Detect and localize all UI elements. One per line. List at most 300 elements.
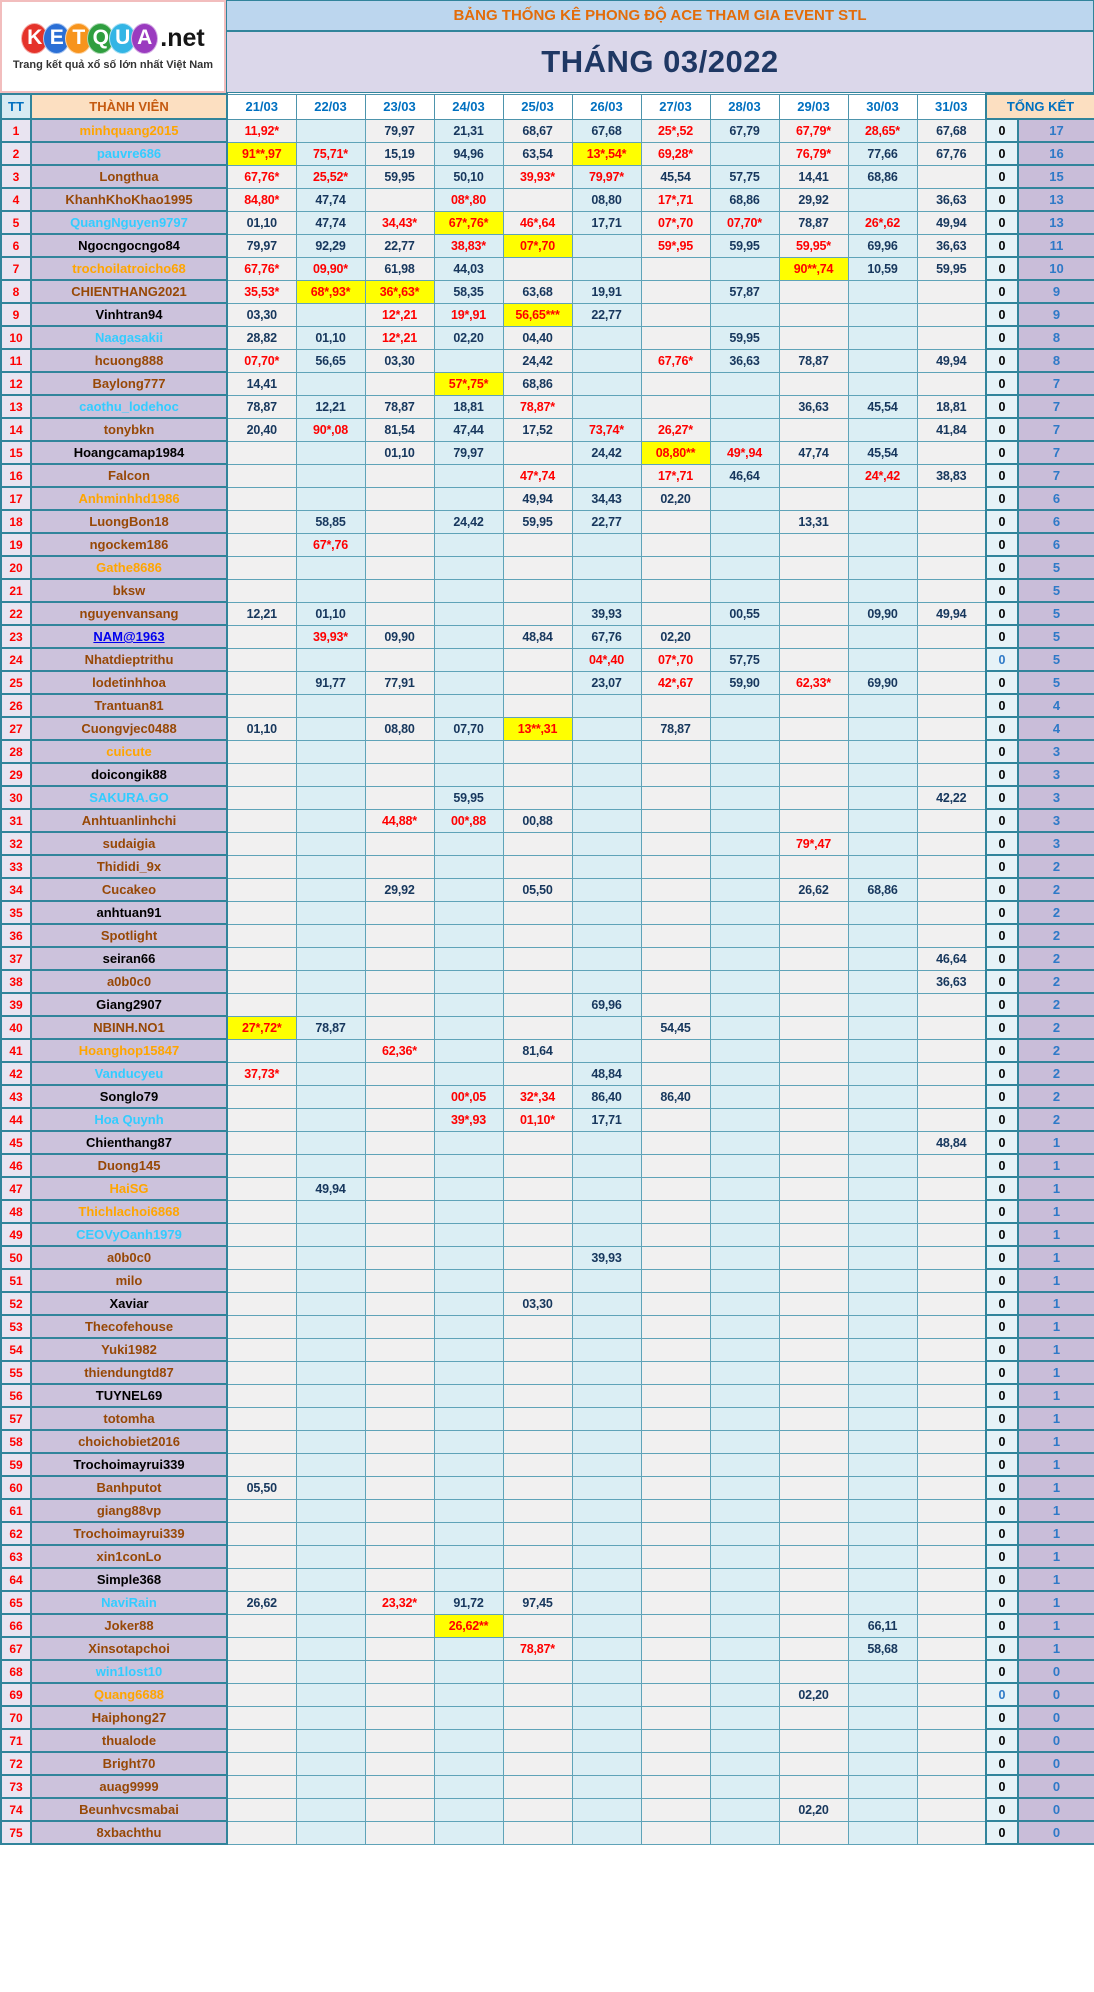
empty-cell bbox=[434, 1016, 503, 1039]
empty-cell bbox=[296, 1430, 365, 1453]
score-cell: 68,67 bbox=[503, 119, 572, 142]
score-cell: 81,64 bbox=[503, 1039, 572, 1062]
member-name: Duong145 bbox=[31, 1154, 227, 1177]
empty-cell bbox=[710, 1223, 779, 1246]
score-cell: 03,30 bbox=[227, 303, 296, 326]
empty-cell bbox=[710, 625, 779, 648]
empty-cell bbox=[365, 947, 434, 970]
total-zero-cell: 0 bbox=[986, 579, 1018, 602]
empty-cell bbox=[641, 947, 710, 970]
row-rank: 36 bbox=[1, 924, 31, 947]
empty-cell bbox=[848, 832, 917, 855]
total-zero-cell: 0 bbox=[986, 487, 1018, 510]
empty-cell bbox=[227, 1499, 296, 1522]
total-points-cell: 2 bbox=[1018, 855, 1094, 878]
empty-cell bbox=[365, 1177, 434, 1200]
empty-cell bbox=[917, 165, 986, 188]
empty-cell bbox=[296, 878, 365, 901]
empty-cell bbox=[434, 625, 503, 648]
total-points-cell: 13 bbox=[1018, 211, 1094, 234]
empty-cell bbox=[296, 1706, 365, 1729]
empty-cell bbox=[917, 1499, 986, 1522]
empty-cell bbox=[641, 1154, 710, 1177]
empty-cell bbox=[641, 395, 710, 418]
empty-cell bbox=[848, 556, 917, 579]
member-name: Yuki1982 bbox=[31, 1338, 227, 1361]
empty-cell bbox=[503, 1798, 572, 1821]
empty-cell bbox=[227, 556, 296, 579]
score-cell: 27*,72* bbox=[227, 1016, 296, 1039]
empty-cell bbox=[641, 901, 710, 924]
table-row bbox=[1, 1798, 1094, 1821]
total-points-cell: 7 bbox=[1018, 441, 1094, 464]
total-zero-cell: 0 bbox=[986, 1315, 1018, 1338]
score-cell: 69,96 bbox=[572, 993, 641, 1016]
empty-cell bbox=[917, 1223, 986, 1246]
empty-cell bbox=[641, 1269, 710, 1292]
empty-cell bbox=[710, 418, 779, 441]
empty-cell bbox=[365, 855, 434, 878]
row-rank: 33 bbox=[1, 855, 31, 878]
empty-cell bbox=[641, 1706, 710, 1729]
score-cell: 39,93* bbox=[503, 165, 572, 188]
empty-cell bbox=[917, 533, 986, 556]
score-cell: 00*,88 bbox=[434, 809, 503, 832]
score-cell: 59,95 bbox=[434, 786, 503, 809]
empty-cell bbox=[572, 234, 641, 257]
empty-cell bbox=[779, 1614, 848, 1637]
empty-cell bbox=[710, 1706, 779, 1729]
row-rank: 61 bbox=[1, 1499, 31, 1522]
member-name: Songlo79 bbox=[31, 1085, 227, 1108]
score-cell: 17*,71 bbox=[641, 188, 710, 211]
total-zero-cell: 0 bbox=[986, 970, 1018, 993]
table-row bbox=[1, 1522, 1094, 1545]
empty-cell bbox=[365, 1108, 434, 1131]
empty-cell bbox=[710, 1775, 779, 1798]
member-name: ngockem186 bbox=[31, 533, 227, 556]
empty-cell bbox=[641, 1039, 710, 1062]
member-name: lodetinhhoa bbox=[31, 671, 227, 694]
empty-cell bbox=[296, 579, 365, 602]
empty-cell bbox=[296, 1522, 365, 1545]
member-name: anhtuan91 bbox=[31, 901, 227, 924]
score-cell: 00*,05 bbox=[434, 1085, 503, 1108]
empty-cell bbox=[848, 786, 917, 809]
empty-cell bbox=[641, 1752, 710, 1775]
table-row bbox=[1, 1614, 1094, 1637]
row-rank: 65 bbox=[1, 1591, 31, 1614]
score-cell: 48,84 bbox=[503, 625, 572, 648]
empty-cell bbox=[365, 464, 434, 487]
score-cell: 57,75 bbox=[710, 165, 779, 188]
empty-cell bbox=[296, 464, 365, 487]
member-name: Longthua bbox=[31, 165, 227, 188]
empty-cell bbox=[434, 1269, 503, 1292]
score-cell: 36*,63* bbox=[365, 280, 434, 303]
total-points-cell: 1 bbox=[1018, 1614, 1094, 1637]
score-cell: 02,20 bbox=[779, 1683, 848, 1706]
title-block bbox=[226, 0, 1094, 93]
empty-cell bbox=[710, 1591, 779, 1614]
empty-cell bbox=[917, 694, 986, 717]
empty-cell bbox=[365, 1568, 434, 1591]
total-zero-cell: 0 bbox=[986, 809, 1018, 832]
empty-cell bbox=[710, 1407, 779, 1430]
member-name: NBINH.NO1 bbox=[31, 1016, 227, 1039]
total-zero-cell: 0 bbox=[986, 395, 1018, 418]
empty-cell bbox=[779, 1039, 848, 1062]
empty-cell bbox=[434, 1545, 503, 1568]
member-name: choichobiet2016 bbox=[31, 1430, 227, 1453]
total-zero-cell: 0 bbox=[986, 1062, 1018, 1085]
empty-cell bbox=[365, 1292, 434, 1315]
column-header-date: 23/03 bbox=[365, 94, 434, 119]
empty-cell bbox=[641, 855, 710, 878]
total-points-cell: 7 bbox=[1018, 372, 1094, 395]
total-zero-cell: 0 bbox=[986, 694, 1018, 717]
total-zero-cell: 0 bbox=[986, 418, 1018, 441]
empty-cell bbox=[227, 1292, 296, 1315]
empty-cell bbox=[503, 257, 572, 280]
empty-cell bbox=[365, 188, 434, 211]
empty-cell bbox=[434, 763, 503, 786]
empty-cell bbox=[572, 740, 641, 763]
member-name: win1lost10 bbox=[31, 1660, 227, 1683]
table-row bbox=[1, 1453, 1094, 1476]
empty-cell bbox=[779, 1200, 848, 1223]
total-points-cell: 5 bbox=[1018, 602, 1094, 625]
empty-cell bbox=[917, 1177, 986, 1200]
empty-cell bbox=[572, 1522, 641, 1545]
total-points-cell: 1 bbox=[1018, 1476, 1094, 1499]
empty-cell bbox=[503, 1660, 572, 1683]
total-zero-cell: 0 bbox=[986, 1453, 1018, 1476]
score-cell: 12*,21 bbox=[365, 326, 434, 349]
empty-cell bbox=[848, 763, 917, 786]
total-points-cell: 2 bbox=[1018, 993, 1094, 1016]
empty-cell bbox=[848, 1706, 917, 1729]
empty-cell bbox=[572, 855, 641, 878]
score-cell: 81,54 bbox=[365, 418, 434, 441]
site-logo[interactable] bbox=[0, 0, 226, 93]
empty-cell bbox=[365, 533, 434, 556]
table-row bbox=[1, 234, 1094, 257]
empty-cell bbox=[848, 1683, 917, 1706]
empty-cell bbox=[641, 579, 710, 602]
empty-cell bbox=[434, 1522, 503, 1545]
empty-cell bbox=[296, 1223, 365, 1246]
score-cell: 17,52 bbox=[503, 418, 572, 441]
score-cell: 59,95 bbox=[710, 326, 779, 349]
empty-cell bbox=[503, 924, 572, 947]
empty-cell bbox=[710, 1821, 779, 1844]
empty-cell bbox=[296, 993, 365, 1016]
score-cell: 24*,42 bbox=[848, 464, 917, 487]
empty-cell bbox=[710, 487, 779, 510]
empty-cell bbox=[365, 1545, 434, 1568]
empty-cell bbox=[779, 464, 848, 487]
score-cell: 23,07 bbox=[572, 671, 641, 694]
empty-cell bbox=[641, 878, 710, 901]
empty-cell bbox=[572, 1039, 641, 1062]
row-rank: 58 bbox=[1, 1430, 31, 1453]
empty-cell bbox=[227, 1361, 296, 1384]
score-cell: 78,87 bbox=[641, 717, 710, 740]
row-rank: 38 bbox=[1, 970, 31, 993]
empty-cell bbox=[641, 809, 710, 832]
empty-cell bbox=[434, 1338, 503, 1361]
row-rank: 22 bbox=[1, 602, 31, 625]
table-row bbox=[1, 1108, 1094, 1131]
member-name: Quang6688 bbox=[31, 1683, 227, 1706]
empty-cell bbox=[365, 648, 434, 671]
total-points-cell: 0 bbox=[1018, 1821, 1094, 1844]
table-row bbox=[1, 1729, 1094, 1752]
empty-cell bbox=[296, 1246, 365, 1269]
empty-cell bbox=[779, 924, 848, 947]
score-cell: 22,77 bbox=[572, 510, 641, 533]
empty-cell bbox=[710, 832, 779, 855]
member-name: LuongBon18 bbox=[31, 510, 227, 533]
total-points-cell: 3 bbox=[1018, 786, 1094, 809]
total-zero-cell: 0 bbox=[986, 1591, 1018, 1614]
empty-cell bbox=[434, 1798, 503, 1821]
table-row bbox=[1, 1384, 1094, 1407]
empty-cell bbox=[779, 1476, 848, 1499]
empty-cell bbox=[848, 1200, 917, 1223]
row-rank: 42 bbox=[1, 1062, 31, 1085]
empty-cell bbox=[641, 1683, 710, 1706]
row-rank: 14 bbox=[1, 418, 31, 441]
score-cell: 08,80 bbox=[365, 717, 434, 740]
row-rank: 37 bbox=[1, 947, 31, 970]
empty-cell bbox=[365, 694, 434, 717]
row-rank: 8 bbox=[1, 280, 31, 303]
empty-cell bbox=[503, 1131, 572, 1154]
table-row bbox=[1, 487, 1094, 510]
table-row bbox=[1, 1361, 1094, 1384]
empty-cell bbox=[572, 556, 641, 579]
row-rank: 23 bbox=[1, 625, 31, 648]
score-cell: 42*,67 bbox=[641, 671, 710, 694]
empty-cell bbox=[710, 924, 779, 947]
score-cell: 03,30 bbox=[365, 349, 434, 372]
total-zero-cell: 0 bbox=[986, 1223, 1018, 1246]
empty-cell bbox=[365, 786, 434, 809]
table-row bbox=[1, 855, 1094, 878]
score-cell: 78,87 bbox=[296, 1016, 365, 1039]
empty-cell bbox=[779, 326, 848, 349]
score-cell: 86,40 bbox=[572, 1085, 641, 1108]
score-cell: 13,31 bbox=[779, 510, 848, 533]
total-zero-cell: 0 bbox=[986, 234, 1018, 257]
empty-cell bbox=[848, 1499, 917, 1522]
score-cell: 17,71 bbox=[572, 1108, 641, 1131]
score-cell: 48,84 bbox=[572, 1062, 641, 1085]
empty-cell bbox=[296, 763, 365, 786]
empty-cell bbox=[641, 257, 710, 280]
score-cell: 20,40 bbox=[227, 418, 296, 441]
empty-cell bbox=[296, 1798, 365, 1821]
table-row bbox=[1, 717, 1094, 740]
empty-cell bbox=[365, 1775, 434, 1798]
empty-cell bbox=[365, 763, 434, 786]
score-cell: 34,43* bbox=[365, 211, 434, 234]
empty-cell bbox=[848, 625, 917, 648]
empty-cell bbox=[365, 1476, 434, 1499]
empty-cell bbox=[227, 786, 296, 809]
empty-cell bbox=[227, 625, 296, 648]
total-points-cell: 2 bbox=[1018, 1062, 1094, 1085]
member-name: xin1conLo bbox=[31, 1545, 227, 1568]
empty-cell bbox=[641, 1637, 710, 1660]
member-name[interactable]: NAM@1963 bbox=[31, 625, 227, 648]
member-name: Vinhtran94 bbox=[31, 303, 227, 326]
empty-cell bbox=[848, 1223, 917, 1246]
empty-cell bbox=[227, 1430, 296, 1453]
empty-cell bbox=[296, 1752, 365, 1775]
total-zero-cell: 0 bbox=[986, 1039, 1018, 1062]
empty-cell bbox=[365, 1016, 434, 1039]
empty-cell bbox=[848, 1039, 917, 1062]
empty-cell bbox=[296, 1062, 365, 1085]
member-name: Trantuan81 bbox=[31, 694, 227, 717]
empty-cell bbox=[227, 464, 296, 487]
score-cell: 00,88 bbox=[503, 809, 572, 832]
empty-cell bbox=[779, 1223, 848, 1246]
score-cell: 02,20 bbox=[641, 625, 710, 648]
row-rank: 39 bbox=[1, 993, 31, 1016]
empty-cell bbox=[227, 1614, 296, 1637]
empty-cell bbox=[365, 1085, 434, 1108]
empty-cell bbox=[848, 1729, 917, 1752]
row-rank: 47 bbox=[1, 1177, 31, 1200]
empty-cell bbox=[917, 1108, 986, 1131]
empty-cell bbox=[503, 1430, 572, 1453]
empty-cell bbox=[779, 1407, 848, 1430]
empty-cell bbox=[848, 372, 917, 395]
score-cell: 07*,70 bbox=[503, 234, 572, 257]
row-rank: 19 bbox=[1, 533, 31, 556]
total-points-cell: 1 bbox=[1018, 1591, 1094, 1614]
empty-cell bbox=[296, 1637, 365, 1660]
score-cell: 12,21 bbox=[227, 602, 296, 625]
empty-cell bbox=[710, 809, 779, 832]
empty-cell bbox=[296, 1384, 365, 1407]
score-cell: 07,70* bbox=[710, 211, 779, 234]
total-points-cell: 0 bbox=[1018, 1706, 1094, 1729]
empty-cell bbox=[503, 556, 572, 579]
total-points-cell: 1 bbox=[1018, 1200, 1094, 1223]
member-name: Haiphong27 bbox=[31, 1706, 227, 1729]
empty-cell bbox=[779, 1752, 848, 1775]
empty-cell bbox=[503, 1499, 572, 1522]
table-row bbox=[1, 671, 1094, 694]
empty-cell bbox=[365, 1752, 434, 1775]
total-zero-cell: 0 bbox=[986, 303, 1018, 326]
empty-cell bbox=[848, 1062, 917, 1085]
table-row bbox=[1, 625, 1094, 648]
total-zero-cell: 0 bbox=[986, 671, 1018, 694]
empty-cell bbox=[434, 556, 503, 579]
empty-cell bbox=[572, 1361, 641, 1384]
empty-cell bbox=[641, 1729, 710, 1752]
empty-cell bbox=[503, 602, 572, 625]
empty-cell bbox=[572, 1315, 641, 1338]
total-zero-cell: 0 bbox=[986, 188, 1018, 211]
empty-cell bbox=[848, 740, 917, 763]
total-points-cell: 7 bbox=[1018, 464, 1094, 487]
row-rank: 43 bbox=[1, 1085, 31, 1108]
total-points-cell: 8 bbox=[1018, 326, 1094, 349]
empty-cell bbox=[227, 1154, 296, 1177]
score-cell: 45,54 bbox=[848, 441, 917, 464]
table-row bbox=[1, 1821, 1094, 1844]
score-cell: 57*,75* bbox=[434, 372, 503, 395]
empty-cell bbox=[434, 993, 503, 1016]
row-rank: 4 bbox=[1, 188, 31, 211]
ketqua-logo-icon bbox=[21, 23, 204, 54]
empty-cell bbox=[365, 1269, 434, 1292]
empty-cell bbox=[365, 556, 434, 579]
empty-cell bbox=[227, 1039, 296, 1062]
empty-cell bbox=[641, 1614, 710, 1637]
empty-cell bbox=[365, 487, 434, 510]
score-cell: 34,43 bbox=[572, 487, 641, 510]
empty-cell bbox=[572, 970, 641, 993]
empty-cell bbox=[917, 1545, 986, 1568]
empty-cell bbox=[227, 671, 296, 694]
empty-cell bbox=[503, 1200, 572, 1223]
empty-cell bbox=[710, 786, 779, 809]
empty-cell bbox=[779, 763, 848, 786]
table-row bbox=[1, 1637, 1094, 1660]
empty-cell bbox=[227, 1706, 296, 1729]
empty-cell bbox=[434, 1292, 503, 1315]
empty-cell bbox=[641, 303, 710, 326]
total-points-cell: 16 bbox=[1018, 142, 1094, 165]
table-row bbox=[1, 1752, 1094, 1775]
empty-cell bbox=[917, 1614, 986, 1637]
empty-cell bbox=[365, 993, 434, 1016]
empty-cell bbox=[848, 533, 917, 556]
score-cell: 28,82 bbox=[227, 326, 296, 349]
empty-cell bbox=[503, 1821, 572, 1844]
total-zero-cell: 0 bbox=[986, 1545, 1018, 1568]
score-cell: 67,76* bbox=[227, 165, 296, 188]
score-cell: 14,41 bbox=[779, 165, 848, 188]
table-row bbox=[1, 326, 1094, 349]
empty-cell bbox=[434, 1177, 503, 1200]
empty-cell bbox=[572, 1545, 641, 1568]
empty-cell bbox=[779, 1384, 848, 1407]
score-cell: 79,97* bbox=[572, 165, 641, 188]
empty-cell bbox=[572, 395, 641, 418]
column-header-date: 28/03 bbox=[710, 94, 779, 119]
logo-letter-icon: Q bbox=[87, 23, 114, 54]
total-zero-cell: 0 bbox=[986, 1430, 1018, 1453]
score-cell: 46*,64 bbox=[503, 211, 572, 234]
empty-cell bbox=[503, 1177, 572, 1200]
score-cell: 59*,95 bbox=[641, 234, 710, 257]
empty-cell bbox=[227, 1200, 296, 1223]
empty-cell bbox=[710, 1430, 779, 1453]
total-zero-cell: 0 bbox=[986, 1200, 1018, 1223]
score-cell: 49,94 bbox=[296, 1177, 365, 1200]
total-zero-cell: 0 bbox=[986, 763, 1018, 786]
member-name: Naagasakii bbox=[31, 326, 227, 349]
